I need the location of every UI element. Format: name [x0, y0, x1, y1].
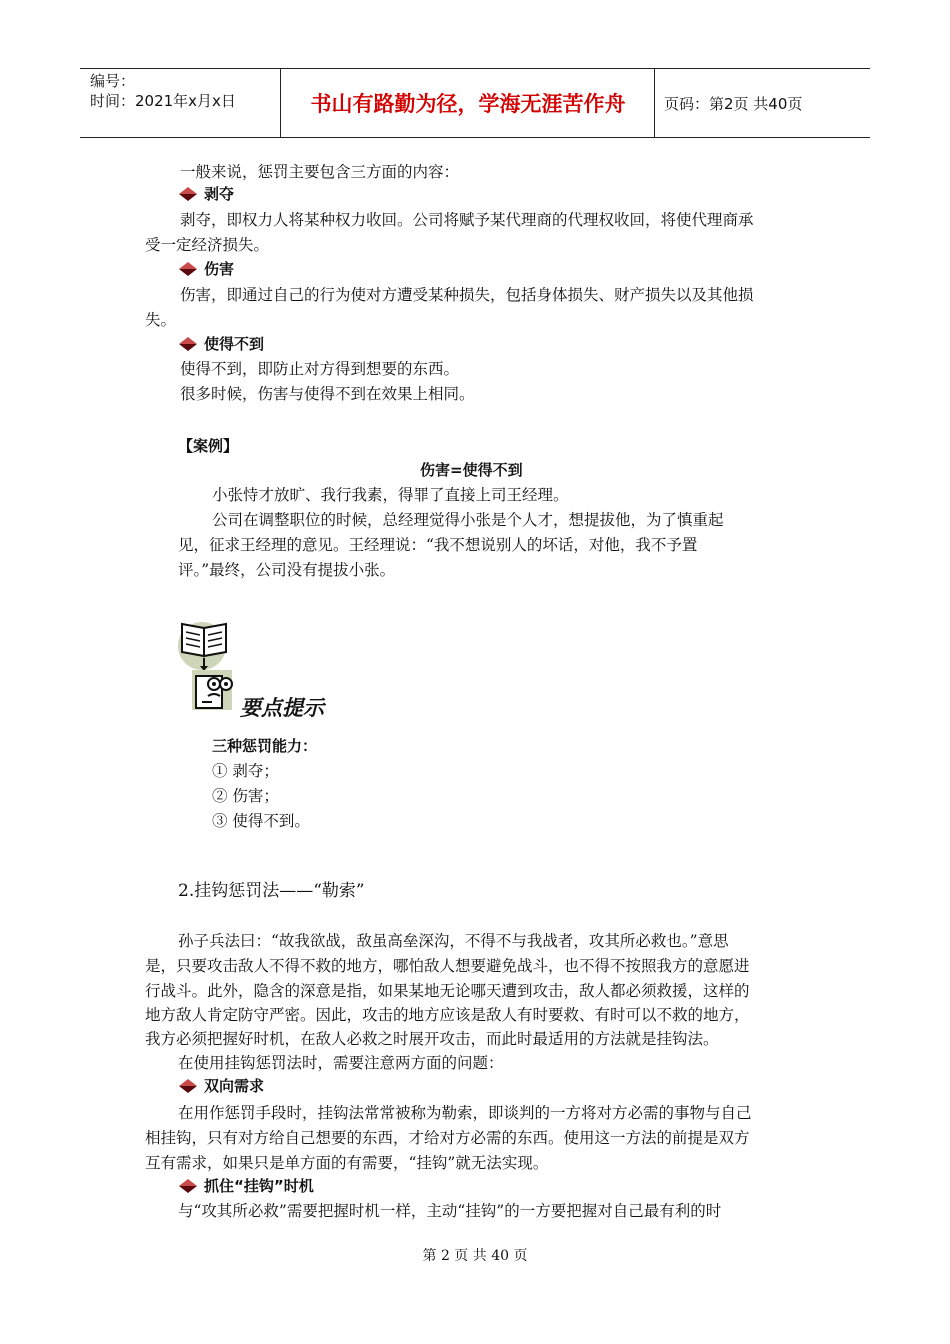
- paragraph-line: 是，只要攻击敌人不得不救的地方，哪怕敌人想要避免战斗，也不得不按照我方的意愿进: [145, 957, 750, 975]
- tips-title: 要点提示: [240, 696, 324, 720]
- tips-heading: 三种惩罚能力：: [212, 737, 318, 755]
- case-line: 小张恃才放旷、我行我素，得罪了直接上司王经理。: [212, 486, 569, 504]
- paragraph-line: 伤害，即通过自己的行为使对方遭受某种损失，包括身体损失、财产损失以及其他损: [180, 286, 754, 304]
- header-left: [90, 71, 236, 111]
- case-label: 【案例】: [178, 437, 239, 455]
- diamond-bullet-icon: [177, 1078, 199, 1094]
- paragraph-line: 与“攻其所必救”需要把握时机一样，主动“挂钩”的一方要把握对自己最有利的时: [178, 1202, 722, 1220]
- page-footer: 第 2 页 共 40 页: [422, 1248, 528, 1264]
- case-line: 见，征求王经理的意见。王经理说：“我不想说别人的坏话，对他，我不予置: [178, 536, 698, 554]
- item-title-deny: 使得不到: [204, 335, 265, 353]
- item-title-timing: 抓住“挂钩”时机: [204, 1177, 314, 1195]
- paragraph-line: 使得不到，即防止对方得到想要的东西。: [180, 360, 460, 378]
- paragraph-line: 在用作惩罚手段时，挂钩法常常被称为勒索，即谈判的一方将对方必需的事物与自己: [178, 1104, 752, 1122]
- case-line: 公司在调整职位的时候，总经理觉得小张是个人才，想提拔他，为了慎重起: [212, 511, 724, 529]
- tips-item: ② 伤害；: [212, 787, 279, 805]
- section-heading: 2.挂钩惩罚法——“勒索”: [178, 881, 365, 901]
- header-divider: [280, 69, 281, 137]
- diamond-bullet-icon: [177, 336, 199, 352]
- paragraph-line: 很多时候，伤害与使得不到在效果上相同。: [180, 385, 475, 403]
- doc-date-label: 时间：2021年x月x日: [90, 92, 236, 110]
- paragraph-line: 在使用挂钩惩罚法时，需要注意两方面的问题：: [178, 1054, 504, 1072]
- doc-number-label: 编号：: [90, 72, 136, 90]
- paragraph-line: 剥夺，即权力人将某种权力收回。公司将赋予某代理商的代理权收回，将使代理商承: [180, 211, 754, 229]
- paragraph-line: 受一定经济损失。: [145, 236, 270, 254]
- diamond-bullet-icon: [177, 186, 199, 202]
- thinking-face-icon: [188, 664, 244, 716]
- paragraph-line: 孙子兵法曰：“故我欲战，敌虽高垒深沟，不得不与我战者，攻其所必救也。”意思: [178, 932, 729, 950]
- case-title: 伤害=使得不到: [420, 461, 523, 479]
- header-divider: [654, 69, 655, 137]
- diamond-bullet-icon: [177, 261, 199, 277]
- paragraph-line: 我方必须把握好时机，在敌人必救之时展开攻击，而此时最适用的方法就是挂钩法。: [145, 1030, 719, 1048]
- paragraph-line: 相挂钩，只有对方给自己想要的东西，才给对方必需的东西。使用这一方法的前提是双方: [145, 1129, 750, 1147]
- paragraph-line: 地方敌人肯定防守严密。因此，攻击的地方应该是敌人有时要救、有时可以不救的地方，: [145, 1006, 750, 1024]
- tips-item: ③ 使得不到。: [212, 812, 310, 830]
- diamond-bullet-icon: [177, 1178, 199, 1194]
- paragraph-line: 行战斗。此外，隐含的深意是指，如果某地无论哪天遭到攻击，敌人都必须救援，这样的: [145, 982, 750, 1000]
- page-header: [80, 68, 870, 138]
- paragraph-line: 失。: [145, 311, 177, 329]
- header-motto: 书山有路勤为径，学海无涯苦作舟: [310, 92, 626, 116]
- tips-item: ① 剥夺；: [212, 762, 279, 780]
- paragraph-line: 互有需求，如果只是单方面的有需要，“挂钩”就无法实现。: [145, 1154, 549, 1172]
- item-title-strip: 剥夺: [204, 185, 235, 203]
- intro-text: 一般来说，惩罚主要包含三方面的内容：: [180, 163, 460, 181]
- case-line: 评。”最终，公司没有提拔小张。: [178, 561, 396, 579]
- header-page-number: 页码：第2页 共40页: [664, 94, 803, 113]
- item-title-harm: 伤害: [204, 260, 235, 278]
- item-title-mutual-need: 双向需求: [204, 1077, 265, 1095]
